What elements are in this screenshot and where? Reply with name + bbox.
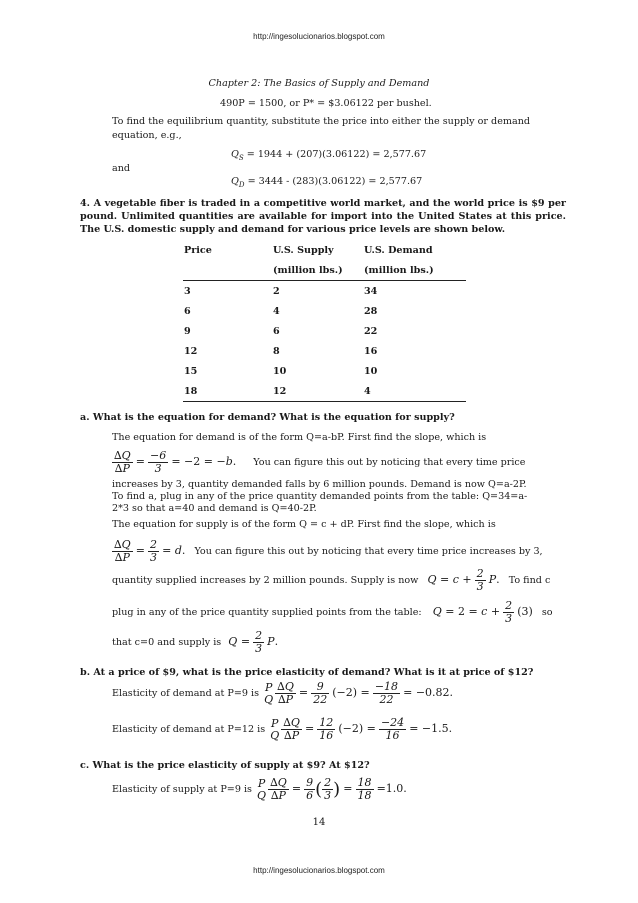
and-text: and bbox=[112, 163, 131, 174]
header-demand: U.S. Demand bbox=[364, 244, 433, 256]
question-a: a. What is the equation for demand? What is the equation for supply? bbox=[80, 412, 455, 423]
table-cell: 9 bbox=[184, 325, 191, 337]
table-cell: 28 bbox=[364, 305, 378, 317]
table-cell: 10 bbox=[273, 365, 287, 377]
table-cell: 34 bbox=[364, 285, 378, 297]
a-supply-intro: The equation for supply is of the form Q = c + dP. First find the slope, which is bbox=[112, 519, 496, 530]
units-supply: (million lbs.) bbox=[273, 264, 343, 276]
table-cell: 10 bbox=[364, 365, 378, 377]
a-supply-slope: $\frac{\Delta Q}{\Delta P}$ = $\frac{2}{3}$ = d. You can figure this out by noticing that every time price increases by 3, bbox=[114, 538, 543, 564]
c-elasticity-supply-9: Elasticity of supply at P=9 is P Q $\frac{\Delta Q}{\Delta P}$ = $\frac{9}{6}$ ( $\frac{2}{3}$ ) = $\frac{18}{18}$ =1.0. bbox=[112, 776, 407, 802]
header-supply: U.S. Supply bbox=[273, 244, 334, 256]
table-cell: 12 bbox=[273, 385, 287, 397]
slope-demand-fraction: $\frac{\Delta Q}{\Delta P}$ bbox=[114, 449, 131, 475]
b-elasticity-demand-12: Elasticity of demand at P=12 is P Q $\frac{\Delta Q}{\Delta P}$ = $\frac{12}{16}$ (−2) = $\frac{-24}{16}$ = −1.5. bbox=[112, 716, 453, 742]
table-units-row bbox=[183, 260, 466, 281]
a-supply-now: quantity supplied increases by 2 million pounds. Supply is now Q = c + $\frac{2}{3}$ P. To find c bbox=[112, 567, 551, 593]
table-cell: 6 bbox=[273, 325, 280, 337]
table-cell: 8 bbox=[273, 345, 280, 357]
table-cell: 16 bbox=[364, 345, 378, 357]
equilibrium-price: 490P = 1500, or P* = $3.06122 per bushel. bbox=[220, 98, 432, 109]
footer-url: http://ingesolucionarios.blogspot.com bbox=[253, 866, 385, 875]
table-header-row bbox=[183, 240, 466, 260]
table-row bbox=[183, 281, 466, 302]
table-cell: 4 bbox=[273, 305, 280, 317]
table-cell bbox=[183, 260, 272, 281]
a-supply-plug: plug in any of the price quantity supplied points from the table: Q = 2 = c + $\frac{2}{3}$ (3) so bbox=[112, 599, 553, 625]
table-cell: 2 bbox=[273, 285, 280, 297]
a-demand-intro: The equation for demand is of the form Q=a-bP. First find the slope, which is bbox=[112, 432, 487, 443]
qs-equation: $Q_S = 1944 + (207)(3.06122) = 2,577.67$ bbox=[231, 149, 427, 162]
eq-qty-intro-2: equation, e.g., bbox=[112, 130, 182, 141]
chapter-title: Chapter 2: The Basics of Supply and Demand bbox=[208, 78, 430, 89]
table-cell: 15 bbox=[184, 365, 198, 377]
table-row bbox=[183, 341, 466, 361]
table-cell: 22 bbox=[364, 325, 378, 337]
b-elasticity-demand-9: Elasticity of demand at P=9 is P Q $\frac{\Delta Q}{\Delta P}$ = $\frac{9}{22}$ (−2) = $\frac{-18}{22}$ = −0.82. bbox=[112, 680, 454, 706]
qd-equation: $Q_D = 3444 - (283)(3.06122) = 2,577.67$ bbox=[231, 176, 423, 189]
a-demand-slope: $\frac{\Delta Q}{\Delta P}$ = $\frac{-6}{3}$ = −2 = −b. You can figure this out by noticing that every time price bbox=[114, 449, 526, 475]
table-row bbox=[183, 381, 466, 402]
units-demand: (million lbs.) bbox=[364, 264, 434, 276]
table-row bbox=[183, 301, 466, 321]
question-c: c. What is the price elasticity of supply at $9? At $12? bbox=[80, 760, 370, 771]
a-supply-final: that c=0 and supply is Q = $\frac{2}{3}$ P. bbox=[112, 629, 279, 655]
supply-demand-table bbox=[183, 240, 466, 402]
table-row bbox=[183, 321, 466, 341]
question-b: b. At a price of $9, what is the price elasticity of demand? What is it at price of $12? bbox=[80, 667, 534, 678]
question-4: 4. A vegetable fiber is traded in a competitive world market, and the world price is $9 per pound. Unlimited quantities are available for import into the United States at this price. The U.S. domestic supply and demand for various price levels are shown below. bbox=[80, 198, 566, 235]
a-demand-cont: increases by 3, quantity demanded falls by 6 million pounds. Demand is now Q=a-2P. To find a, plug in any of the price quantity demanded points from the table: Q=34=a-2*3 so that a=40 and demand is Q=40-2P. bbox=[112, 479, 528, 514]
table-cell: 12 bbox=[184, 345, 198, 357]
table-cell: 4 bbox=[364, 385, 371, 397]
page-number: 14 bbox=[312, 817, 326, 828]
table-cell: 18 bbox=[184, 385, 198, 397]
table-row bbox=[183, 361, 466, 381]
table-cell: 3 bbox=[184, 285, 191, 297]
header-url: http://ingesolucionarios.blogspot.com bbox=[253, 32, 385, 41]
eq-qty-intro-1: To find the equilibrium quantity, substitute the price into either the supply or demand bbox=[112, 116, 531, 127]
header-price: Price bbox=[184, 244, 212, 256]
table-cell: 6 bbox=[184, 305, 191, 317]
